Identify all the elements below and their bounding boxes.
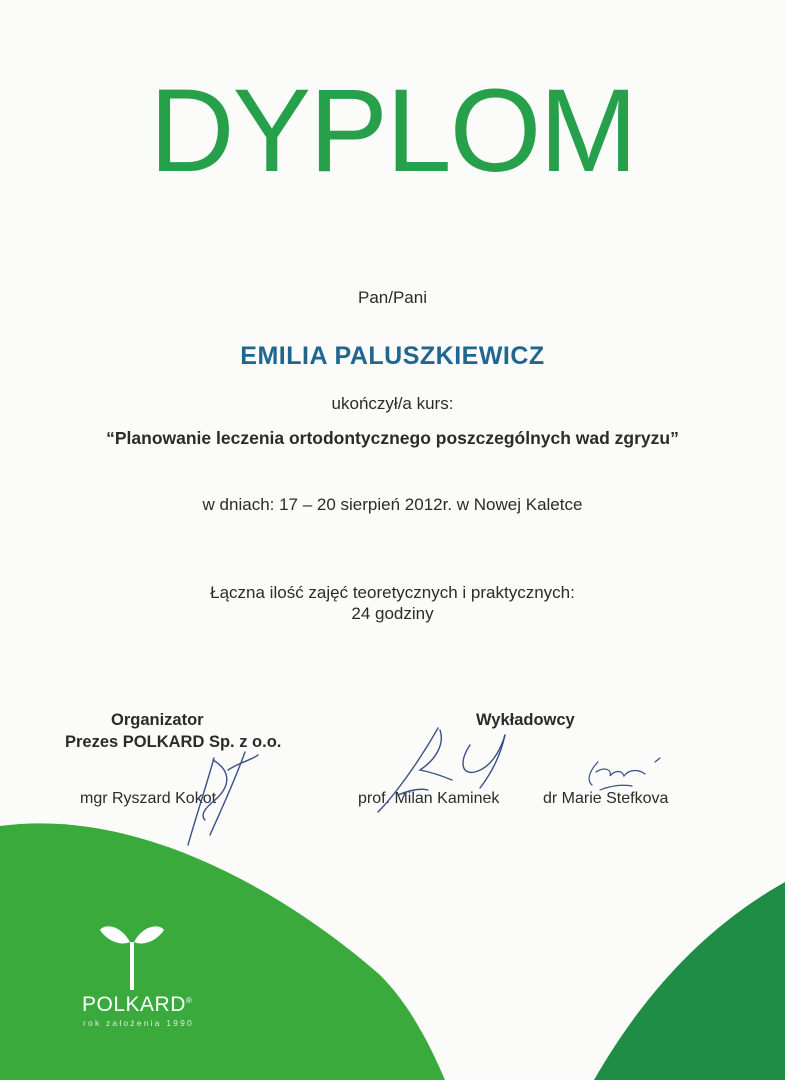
organizer-heading: Organizator	[111, 711, 204, 729]
lecturer-name-1: prof. Milan Kaminek	[358, 790, 500, 807]
green-wave-right	[594, 882, 785, 1080]
course-dates: w dniach: 17 – 20 sierpień 2012r. w Nowej Kaletce	[202, 495, 583, 514]
polkard-brand: POLKARD®	[82, 993, 193, 1016]
diploma-title: DYPLOM	[149, 65, 636, 197]
organizer-signatory: mgr Ryszard Kokot	[80, 790, 217, 807]
polkard-tagline: rok założenia 1990	[83, 1018, 194, 1028]
hours-value: 24 godziny	[351, 604, 434, 623]
lecturer-name-2: dr Marie Stefkova	[543, 790, 669, 807]
recipient-name: EMILIA PALUSZKIEWICZ	[240, 342, 545, 370]
addressee-label: Pan/Pani	[358, 288, 427, 307]
organizer-subheading: Prezes POLKARD Sp. z o.o.	[65, 733, 282, 751]
completion-text: ukończył/a kurs:	[331, 394, 454, 413]
course-title: “Planowanie leczenia ortodontycznego poszczególnych wad zgryzu”	[106, 428, 679, 448]
hours-label: Łączna ilość zajęć teoretycznych i praktycznych:	[210, 583, 575, 602]
lecturers-heading: Wykładowcy	[476, 711, 575, 729]
green-wave-left	[0, 823, 445, 1080]
